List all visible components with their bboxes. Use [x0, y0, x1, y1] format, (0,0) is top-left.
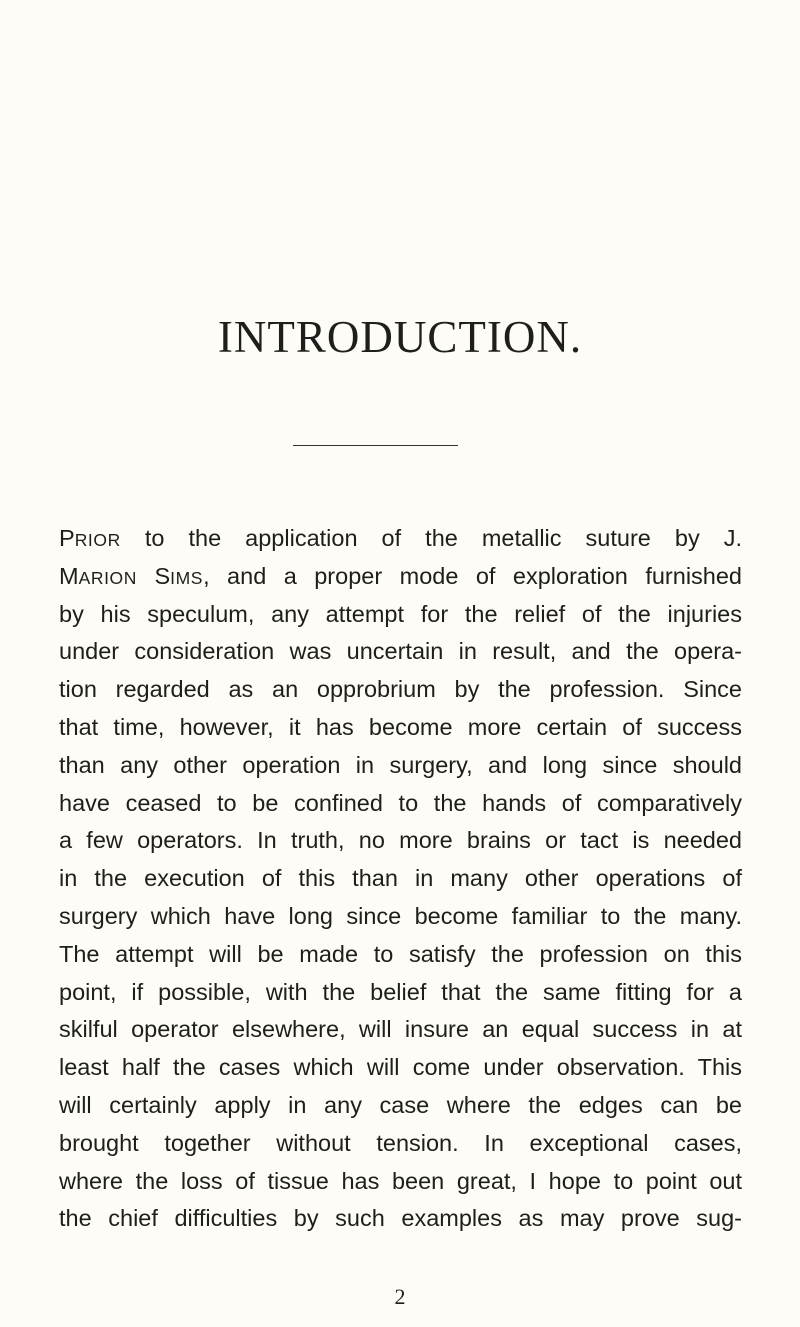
text-line: the chief difficulties by such examples as may prove sug- — [59, 1205, 742, 1232]
text-line — [59, 520, 742, 558]
text-line: by his speculum, any attempt for the relief of the injuries — [59, 600, 742, 627]
text-line: tion regarded as an opprobrium by the profession. Since — [59, 676, 742, 703]
text-line: a few operators. In truth, no more brains or tact is needed — [59, 827, 742, 854]
smallcaps-initial: M — [59, 562, 79, 589]
text-line: have ceased to be confined to the hands of comparatively — [59, 789, 742, 816]
text-line: will certainly apply in any case where the edges can be — [59, 1091, 742, 1118]
text-line: in the execution of this than in many other operations of — [59, 865, 742, 892]
smallcaps-initial: P — [59, 525, 75, 551]
line-text: to the application of the metallic suture by J. — [120, 525, 742, 551]
text-line: The attempt will be made to satisfy the profession on this — [59, 940, 742, 967]
text-line: where the loss of tissue has been great, I hope to point out — [59, 1167, 742, 1194]
introduction-paragraph — [59, 520, 742, 1238]
line-text: , and a proper mode of exploration furnished — [203, 562, 742, 589]
smallcaps-word: ARION — [78, 567, 138, 588]
word-space — [137, 563, 154, 589]
smallcaps-word: RIOR — [74, 530, 121, 550]
text-line: least half the cases which will come under observation. This — [59, 1054, 742, 1081]
text-line: brought together without tension. In exceptional cases, — [59, 1129, 742, 1156]
text-line: that time, however, it has become more certain of success — [59, 713, 742, 740]
page-title: INTRODUCTION. — [217, 312, 583, 362]
text-line: than any other operation in surgery, and long since should — [59, 751, 742, 778]
text-line — [59, 558, 742, 596]
text-line: under consideration was uncertain in result, and the opera- — [59, 638, 742, 665]
smallcaps-initial: S — [154, 562, 171, 589]
title-divider — [293, 445, 458, 446]
text-line: skilful operator elsewhere, will insure an equal success in at — [59, 1016, 742, 1043]
text-line: point, if possible, with the belief that the same fitting for a — [59, 978, 742, 1005]
page-number: 2 — [394, 1284, 406, 1309]
text-line: surgery which have long since become familiar to the many. — [59, 902, 742, 929]
smallcaps-word: IMS — [170, 567, 204, 588]
